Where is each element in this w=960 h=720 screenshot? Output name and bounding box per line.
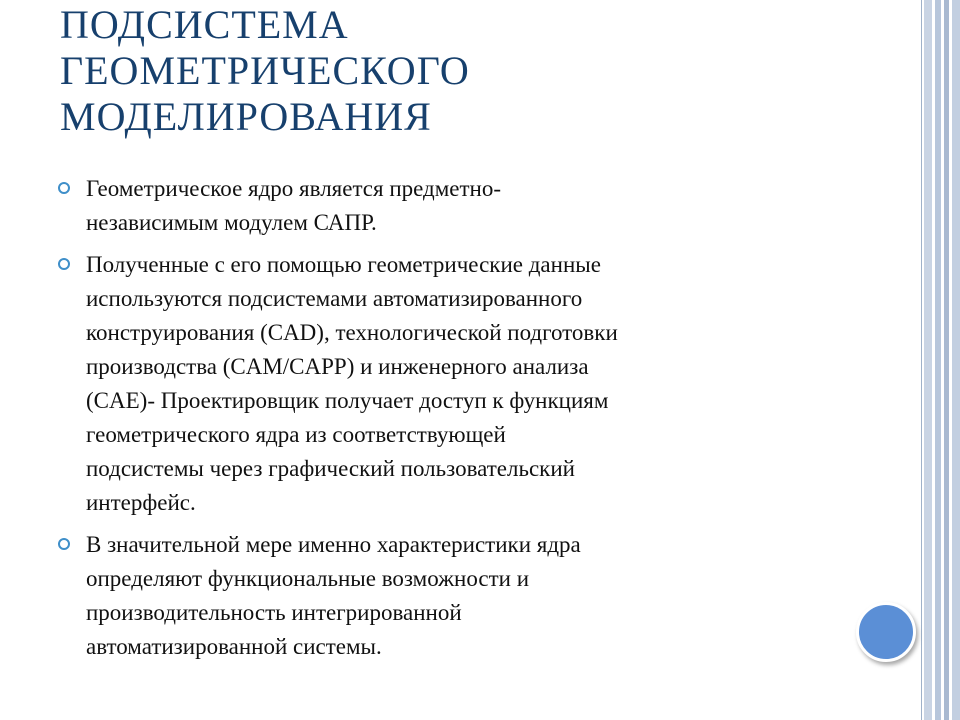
bullet-line: конструирования (CAD), технологической подготовки bbox=[86, 320, 618, 345]
edge-stripe-2 bbox=[935, 0, 941, 720]
edge-stripe-1 bbox=[924, 0, 932, 720]
bullet-list bbox=[58, 172, 838, 672]
blue-circle-icon bbox=[856, 602, 916, 662]
bullet-line: определяют функциональные возможности и bbox=[86, 566, 530, 591]
ring-bullet-icon bbox=[58, 182, 70, 194]
title-line: МОДЕЛИРОВАНИЯ bbox=[60, 94, 432, 139]
bullet-line: подсистемы через графический пользовательский bbox=[86, 456, 575, 481]
bullet-line: (CAE)- Проектировщик получает доступ к функциям bbox=[86, 388, 609, 413]
edge-stripe-4 bbox=[952, 0, 960, 720]
title-line: ПОДСИСТЕМА bbox=[60, 2, 349, 47]
bullet-line: производительность интегрированной bbox=[86, 600, 462, 625]
bullet-line: Геометрическое ядро является предметно- bbox=[86, 176, 502, 201]
bullet-item bbox=[58, 528, 838, 664]
bullet-line: геометрического ядра из соответствующей bbox=[86, 422, 506, 447]
bullet-line: производства (CAM/CAPP) и инженерного анализа bbox=[86, 354, 589, 379]
bullet-line: независимым модулем САПР. bbox=[86, 210, 377, 235]
edge-stripe-3 bbox=[944, 0, 949, 720]
bullet-item bbox=[58, 172, 838, 240]
slide-title bbox=[60, 2, 860, 140]
edge-divider-line bbox=[921, 0, 922, 720]
bullet-line: В значительной мере именно характеристики ядра bbox=[86, 532, 581, 557]
ring-bullet-icon bbox=[58, 258, 70, 270]
bullet-item bbox=[58, 248, 838, 520]
bullet-line: интерфейс. bbox=[86, 490, 196, 515]
bullet-line: используются подсистемами автоматизированного bbox=[86, 286, 583, 311]
bullet-line: автоматизированной системы. bbox=[86, 634, 382, 659]
bullet-line: Полученные с его помощью геометрические данные bbox=[86, 252, 601, 277]
ring-bullet-icon bbox=[58, 538, 70, 550]
title-line: ГЕОМЕТРИЧЕСКОГО bbox=[60, 48, 470, 93]
